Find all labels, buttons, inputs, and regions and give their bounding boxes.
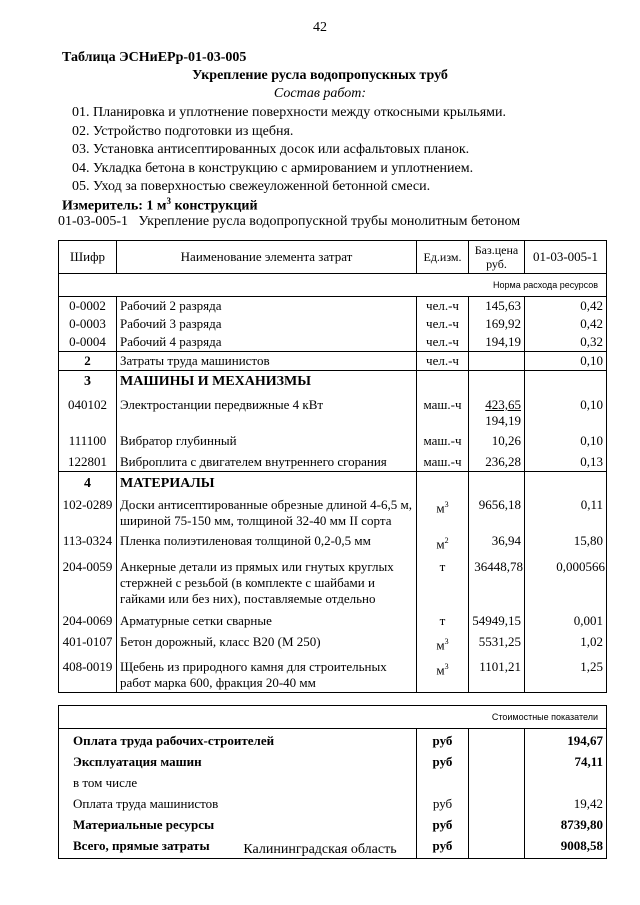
cell-value: 1,25 <box>525 655 607 693</box>
cost-label: Стоимостные показатели <box>59 705 607 728</box>
cell-price: 145,63 <box>469 297 525 316</box>
cell-unit <box>417 655 469 693</box>
section-title: МАТЕРИАЛЫ <box>117 472 417 494</box>
cell-name: Арматурные сетки сварные <box>117 608 417 630</box>
cell-value: 0,42 <box>525 297 607 316</box>
cell-price: 169,92 <box>469 315 525 333</box>
total-unit: руб <box>417 750 469 771</box>
cell-value: 0,42 <box>525 315 607 333</box>
table-header <box>59 241 607 274</box>
measure-prefix: Измеритель: 1 м <box>62 198 167 214</box>
cell-unit <box>417 630 469 654</box>
header-cipher: Шифр <box>59 241 117 274</box>
cell-cipher: 204-0059 <box>59 553 117 608</box>
unit-text: м <box>436 661 445 677</box>
measure-line <box>62 196 258 215</box>
unit-text: м <box>436 536 445 552</box>
total-unit: руб <box>417 728 469 750</box>
total-value: 19,42 <box>525 792 607 813</box>
price-value: 423,65 <box>485 397 521 412</box>
total-name: Эксплуатация машин <box>59 750 417 771</box>
cell-name: Анкерные детали из прямых или гнутых круглых стержней с резьбой (в комплекте с шайбами и гайками или без них), поставляемые отдельно <box>117 553 417 608</box>
cell-unit: маш.-ч <box>417 430 469 450</box>
table-row <box>59 608 607 630</box>
cell-cipher: 0-0004 <box>59 333 117 352</box>
cell-cipher: 122801 <box>59 450 117 472</box>
cell-name: Доски антисептированные обрезные длиной 4-6,5 м, шириной 75-150 мм, толщиной 32-40 мм II сорта <box>117 493 417 530</box>
cell-name: Рабочий 3 разряда <box>117 315 417 333</box>
norm-row <box>59 274 607 297</box>
cell-name: Виброплита с двигателем внутреннего сгорания <box>117 450 417 472</box>
unit-text: м <box>436 500 445 516</box>
cell-cipher: 040102 <box>59 391 117 430</box>
cell-unit <box>417 530 469 553</box>
footer-region: Калининградская область <box>243 842 397 857</box>
cell-cipher: 113-0324 <box>59 530 117 553</box>
cell-value: 0,10 <box>525 352 607 371</box>
measure-suffix: конструкций <box>170 198 258 214</box>
cell-price: 10,26 <box>469 430 525 450</box>
cell-value: 1,02 <box>525 630 607 654</box>
cell-value: 15,80 <box>525 530 607 553</box>
total-row <box>59 750 607 771</box>
section-title: МАШИНЫ И МЕХАНИЗМЫ <box>117 371 417 392</box>
cell-value: 0,10 <box>525 391 607 430</box>
unit-sup: 3 <box>444 500 449 509</box>
cell-value: 0,32 <box>525 333 607 352</box>
total-unit: руб <box>417 834 469 859</box>
cell-value: 0,13 <box>525 450 607 472</box>
work-item: 05. Уход за поверхностью свежеуложенной бетонной смеси. <box>72 179 431 194</box>
cell-cipher: 111100 <box>59 430 117 450</box>
resource-table <box>58 240 607 859</box>
cell-unit: чел.-ч <box>417 315 469 333</box>
table-row <box>59 630 607 654</box>
cell-unit: чел.-ч <box>417 352 469 371</box>
cell-cipher: 0-0002 <box>59 297 117 316</box>
unit-text: м <box>436 637 445 653</box>
norm-label: Норма расхода ресурсов <box>59 274 607 297</box>
table-row <box>59 430 607 450</box>
page-number: 42 <box>313 20 327 35</box>
table-row <box>59 333 607 352</box>
cell-price <box>469 352 525 371</box>
header-code: 01-03-005-1 <box>525 241 607 274</box>
cell-cipher: 204-0069 <box>59 608 117 630</box>
total-name: Всего, прямые затраты <box>59 834 417 859</box>
cell-unit: т <box>417 608 469 630</box>
cell-price: 36,94 <box>469 530 525 553</box>
cell-value: 0,11 <box>525 493 607 530</box>
cell-unit: чел.-ч <box>417 297 469 316</box>
subtitle: Укрепление русла водопропускных труб <box>192 68 448 83</box>
cell-name: Рабочий 4 разряда <box>117 333 417 352</box>
composition-label: Состав работ: <box>273 86 367 101</box>
total-name: Оплата труда рабочих-строителей <box>59 728 417 750</box>
cell-price: 236,28 <box>469 450 525 472</box>
table-row <box>59 530 607 553</box>
total-row <box>59 792 607 813</box>
header-name: Наименование элемента затрат <box>117 241 417 274</box>
cell-unit: т <box>417 553 469 608</box>
work-item: 01. Планировка и уплотнение поверхности между откосными крыльями. <box>72 105 506 120</box>
header-price: Баз.цена руб. <box>469 241 525 274</box>
section-row <box>59 472 607 494</box>
table-row <box>59 553 607 608</box>
cell-value: 0,10 <box>525 430 607 450</box>
total-value: 8739,80 <box>525 813 607 834</box>
table-row <box>59 315 607 333</box>
cell-name: Щебень из природного камня для строительных работ марка 600, фракция 20-40 мм <box>117 655 417 693</box>
cell-unit <box>417 493 469 530</box>
works-list <box>72 104 506 197</box>
cell-cipher: 401-0107 <box>59 630 117 654</box>
total-value: 194,67 <box>525 728 607 750</box>
table-row <box>59 655 607 693</box>
table-row <box>59 391 607 430</box>
cell-name: Вибратор глубинный <box>117 430 417 450</box>
cell-name: Пленка полиэтиленовая толщиной 0,2-0,5 мм <box>117 530 417 553</box>
cost-row <box>59 705 607 728</box>
cell-price: 1101,21 <box>469 655 525 693</box>
section-number: 3 <box>59 371 117 392</box>
cell-price: 5531,25 <box>469 630 525 654</box>
cell-price: 54949,15 <box>469 608 525 630</box>
work-item: 04. Укладка бетона в конструкцию с армированием и уплотнением. <box>72 160 474 176</box>
unit-sup: 2 <box>444 536 449 545</box>
section-row <box>59 371 607 392</box>
cell-cipher: 408-0019 <box>59 655 117 693</box>
total-value: 74,11 <box>525 750 607 771</box>
table-row <box>59 352 607 371</box>
cell-cipher: 102-0289 <box>59 493 117 530</box>
cell-value: 0,001 <box>525 608 607 630</box>
total-name: Оплата труда машинистов <box>59 792 417 813</box>
cell-name: Затраты труда машинистов <box>117 352 417 371</box>
measure-sup: 3 <box>166 196 171 206</box>
total-name: Материальные ресурсы <box>59 813 417 834</box>
cell-value: 0,000566 <box>525 553 607 608</box>
header-unit: Ед.изм. <box>417 241 469 274</box>
cell-price: 194,19 <box>469 333 525 352</box>
cell-name: Рабочий 2 разряда <box>117 297 417 316</box>
work-item: 03. Установка антисептированных досок или асфальтовых планок. <box>72 142 470 157</box>
cell-price: 9656,18 <box>469 493 525 530</box>
section-number: 4 <box>59 472 117 494</box>
cell-unit: маш.-ч <box>417 450 469 472</box>
table-row <box>59 450 607 472</box>
cell-name: Бетон дорожный, класс В20 (М 250) <box>117 630 417 654</box>
cell-price: 36448,78 <box>469 553 525 608</box>
spacer-row <box>59 692 607 705</box>
cell-unit: чел.-ч <box>417 333 469 352</box>
cell-cipher: 0-0003 <box>59 315 117 333</box>
cell-name: Электростанции передвижные 4 кВт <box>117 391 417 430</box>
total-row <box>59 728 607 750</box>
table-row <box>59 493 607 530</box>
total-unit: руб <box>417 813 469 834</box>
cell-cipher: 2 <box>59 352 117 371</box>
total-value: 9008,58 <box>525 834 607 859</box>
total-name: в том числе <box>59 771 417 792</box>
cell-unit: маш.-ч <box>417 391 469 430</box>
total-row <box>59 813 607 834</box>
work-item: 02. Устройство подготовки из щебня. <box>72 123 294 139</box>
code-line: 01-03-005-1 Укрепление русла водопропускной трубы монолитным бетоном <box>58 214 521 229</box>
price-value-secondary: 194,19 <box>485 413 521 428</box>
table-title: Таблица ЭСНиЕРр-01-03-005 <box>62 50 247 65</box>
total-unit: руб <box>417 792 469 813</box>
cell-price <box>469 391 525 430</box>
unit-sup: 3 <box>444 661 449 671</box>
unit-sup: 3 <box>444 637 449 647</box>
total-row <box>59 771 607 792</box>
table-row <box>59 297 607 316</box>
